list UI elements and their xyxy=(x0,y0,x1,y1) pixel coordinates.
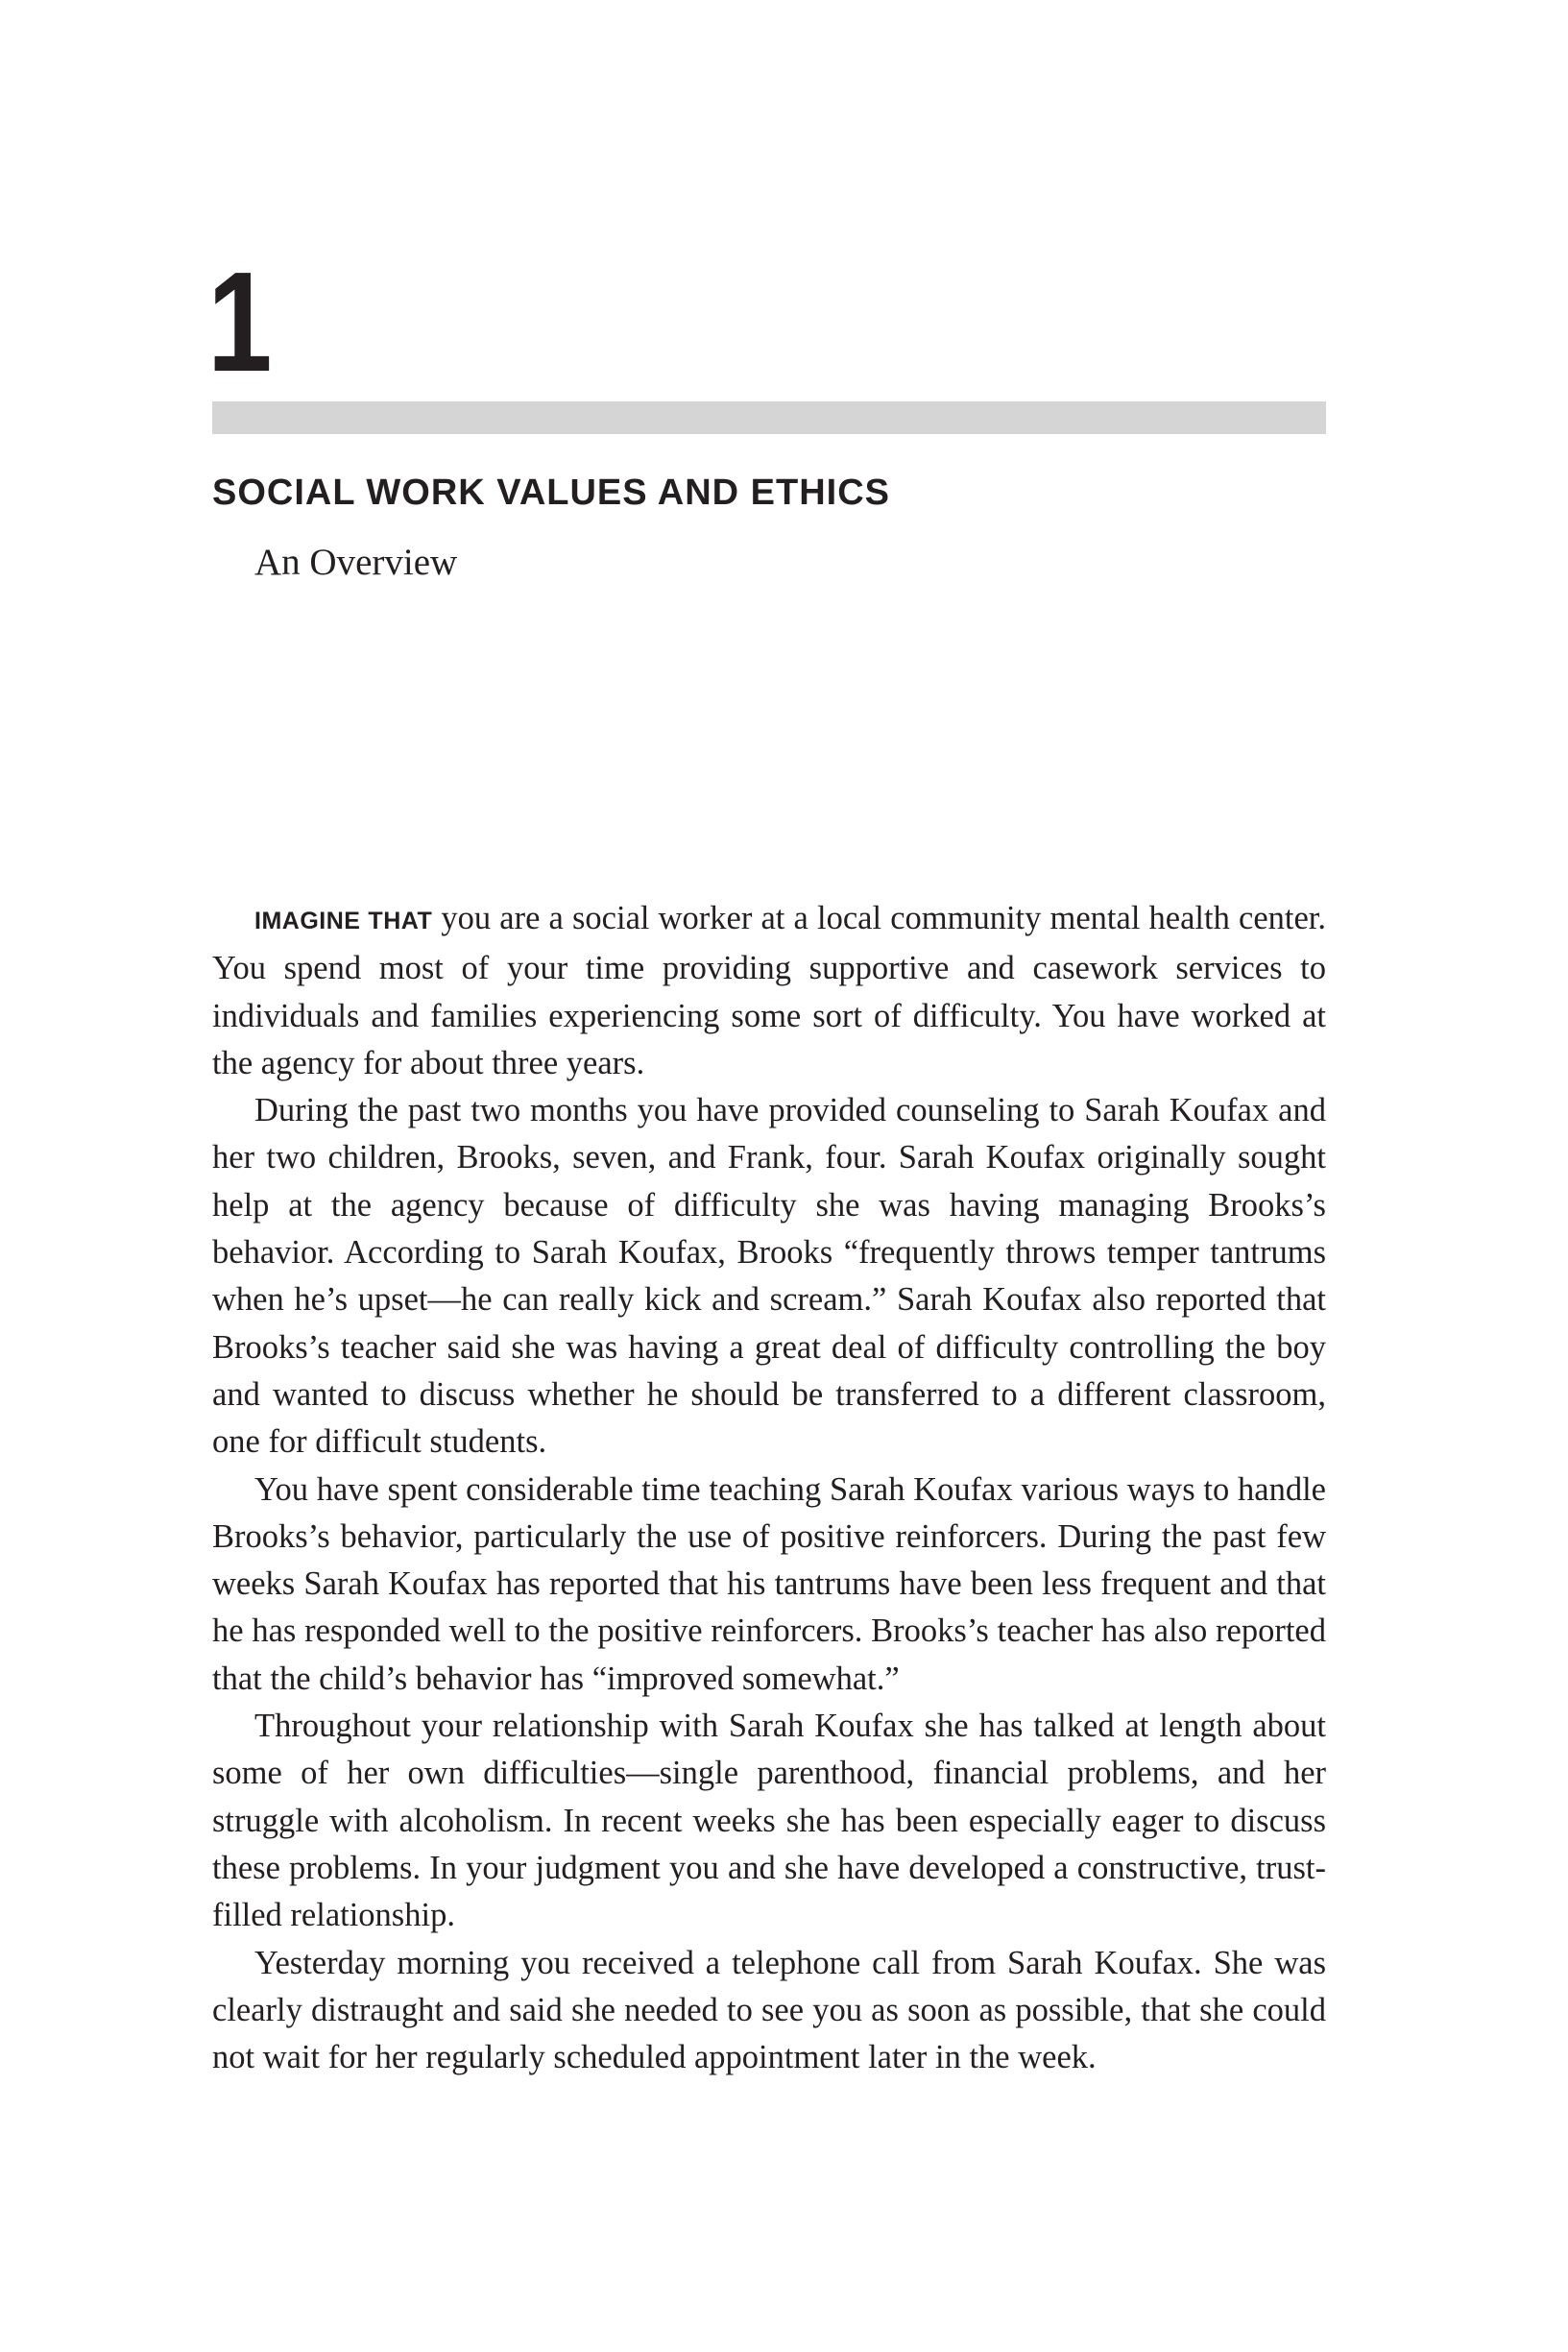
paragraph-1 xyxy=(212,895,1326,1087)
chapter-number: 1 xyxy=(207,243,273,401)
chapter-title: SOCIAL WORK VALUES AND ETHICS xyxy=(212,473,890,513)
paragraph-5: Yesterday morning you received a telephone call from Sarah Koufax. She was clearly distraught and said she needed to see you as soon as possible, that she could not wait for her regularly scheduled appointment later in the week. xyxy=(212,1944,1326,2076)
paragraph-3: You have spent considerable time teaching Sarah Koufax various ways to handle Brooks’s behavior, particularly the use of positive reinforcers. During the past few weeks Sarah Koufax has reported that his tantrums have been less frequent and that he has responded well to the positive reinforcers. Brooks’s teacher has also reported that the child’s behavior has “improved somewhat.” xyxy=(212,1470,1326,1697)
paragraph-4: Throughout your relationship with Sarah Koufax she has talked at length about some of her own difficulties—single parenthood, financial problems, and her struggle with alcoholism. In recent weeks she has been especially eager to discuss these problems. In your judgment you and she have developed a constructive, trust-filled relationship. xyxy=(212,1708,1326,1934)
lead-in-text: IMAGINE THAT xyxy=(254,908,433,934)
chapter-divider-bar xyxy=(212,401,1326,434)
paragraph-2: During the past two months you have provided counseling to Sarah Koufax and her two children, Brooks, seven, and Frank, four. Sarah Koufax originally sought help at the agency because of difficulty she was having managing Brooks’s behavior. According to Sarah Koufax, Brooks “frequently throws temper tantrums when he’s upset—he can really kick and scream.” Sarah Koufax also reported that Brooks’s teacher said she was having a great deal of difficulty controlling the boy and wanted to discuss whether he should be transferred to a different classroom, one for difficult students. xyxy=(212,1092,1326,1461)
paragraph-text: you are a social worker at a local community mental health center. You spend most of your time providing supportive and casework services to individuals and families experiencing some sort of difficulty. You have worked at the agency for about three years. xyxy=(212,900,1326,1081)
chapter-subtitle: An Overview xyxy=(254,542,458,583)
body-text xyxy=(212,895,1326,2081)
